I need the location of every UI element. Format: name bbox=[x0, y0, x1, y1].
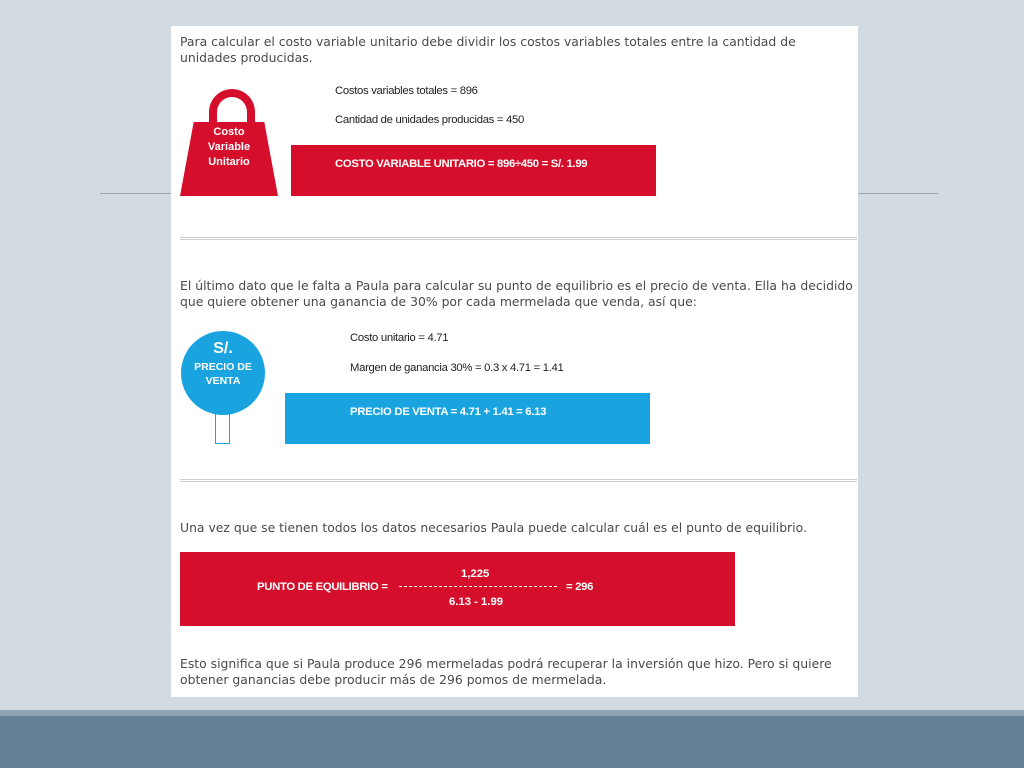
break-even-numerator: 1,225 bbox=[461, 568, 490, 580]
total-variable-costs: Costos variables totales = 896 bbox=[335, 85, 478, 97]
price-tag-label-line: PRECIO DE bbox=[194, 361, 252, 373]
weight-label-line: Unitario bbox=[208, 156, 250, 168]
profit-margin: Margen de ganancia 30% = 0.3 x 4.71 = 1.41 bbox=[350, 362, 564, 374]
sale-price-result: PRECIO DE VENTA = 4.71 + 1.41 = 6.13 bbox=[350, 406, 547, 418]
weight-icon-label bbox=[180, 125, 278, 170]
break-even-conclusion: Esto significa que si Paula produce 296 mermeladas podrá recuperar la inversión que hizo. Pero si quiere obtener ganancias debe producir más de 296 pomos de mermelada. bbox=[180, 656, 832, 687]
break-even-intro: Una vez que se tienen todos los datos necesarios Paula puede calcular cuál es el punto de equilibrio. bbox=[180, 520, 807, 535]
break-even-denominator: 6.13 - 1.99 bbox=[449, 596, 504, 608]
variable-cost-result-bar bbox=[291, 145, 656, 196]
sale-price-result-bar bbox=[285, 393, 650, 444]
variable-cost-result: COSTO VARIABLE UNITARIO = 896÷450 = S/. 1.99 bbox=[335, 158, 588, 170]
sale-price-intro: El último dato que le falta a Paula para calcular su punto de equilibrio es el precio de venta. Ella ha decidido que quiere obtener una ganancia de 30% por cada mermelada que venda, así que: bbox=[180, 278, 853, 309]
price-tag-stick bbox=[215, 413, 230, 444]
break-even-result: = 296 bbox=[566, 581, 594, 593]
weight-label-line: Variable bbox=[207, 141, 251, 153]
document-sheet bbox=[171, 26, 858, 697]
variable-cost-intro: Para calcular el costo variable unitario debe dividir los costos variables totales entre la cantidad de unidades producidas. bbox=[180, 34, 796, 65]
fraction-line bbox=[399, 586, 557, 587]
break-even-label: PUNTO DE EQUILIBRIO = bbox=[257, 581, 388, 593]
weight-label-line: Costo bbox=[213, 126, 245, 138]
price-tag-label bbox=[181, 360, 265, 388]
slide-rule-right bbox=[858, 193, 938, 194]
section-divider bbox=[180, 237, 857, 240]
slide-rule-left bbox=[100, 193, 172, 194]
price-tag-label-line: VENTA bbox=[205, 375, 241, 387]
footer-band bbox=[0, 716, 1024, 768]
unit-cost: Costo unitario = 4.71 bbox=[350, 332, 449, 344]
section-divider bbox=[180, 479, 857, 482]
price-tag-symbol: S/. bbox=[213, 340, 233, 357]
units-produced: Cantidad de unidades producidas = 450 bbox=[335, 114, 524, 126]
